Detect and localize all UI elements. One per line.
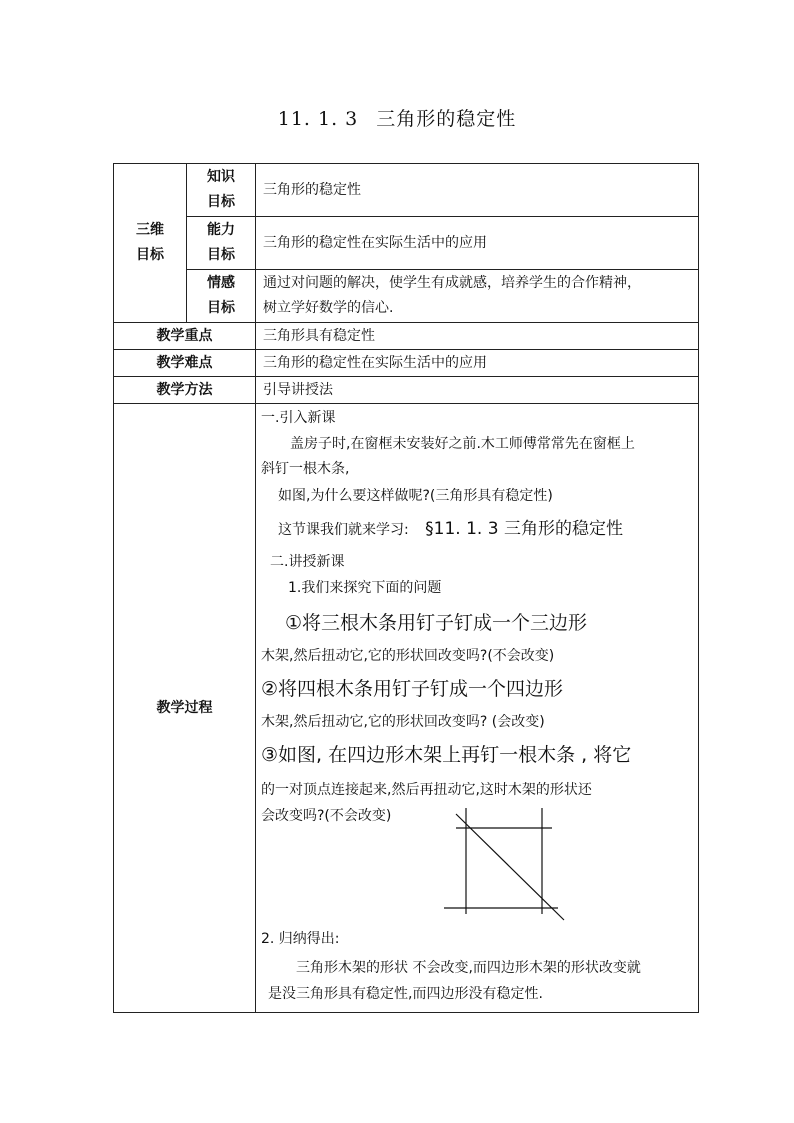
intro-paragraph-4: 这节课我们就来学习: §11. 1. 3 三角形的稳定性 — [278, 519, 623, 539]
item-3-line-1: ③如图, 在四边形木架上再钉一根木条 , 将它 — [261, 744, 632, 766]
intro-paragraph-1: 盖房子时,在窗框未安装好之前.木工师傅常常先在窗框上 — [290, 436, 635, 452]
section-lecture-heading: 二.讲授新课 — [270, 554, 345, 570]
intro-paragraph-2: 斜钉一根木条, — [261, 461, 350, 477]
emotion-goal-row — [114, 270, 699, 323]
difficulty-row — [114, 350, 699, 377]
item-3-line-2: 的一对顶点连接起来,然后再扭动它,这时木架的形状还 — [261, 782, 592, 798]
wooden-frame-figure — [444, 808, 572, 923]
emotion-goal-label: 情感 目标 — [187, 270, 256, 323]
item-2-line-1: ②将四根木条用钉子钉成一个四边形 — [261, 678, 564, 700]
lesson-plan-table — [113, 163, 699, 1013]
process-content — [256, 404, 699, 1013]
intro-paragraph-3: 如图,为什么要这样做呢?(三角形具有稳定性) — [278, 488, 553, 504]
ability-goal-content: 三角形的稳定性在实际生活中的应用 — [256, 217, 699, 270]
summary-line-1: 三角形木架的形状 不会改变,而四边形木架的形状改变就 — [296, 960, 641, 976]
method-content: 引导讲授法 — [256, 377, 699, 404]
method-label: 教学方法 — [114, 377, 256, 404]
item-2-line-2: 木架,然后扭动它,它的形状回改变吗? (会改变) — [261, 714, 545, 730]
item-1-line-2: 木架,然后扭动它,它的形状回改变吗?(不会改变) — [261, 648, 555, 664]
difficulty-content: 三角形的稳定性在实际生活中的应用 — [256, 350, 699, 377]
knowledge-goal-content: 三角形的稳定性 — [256, 164, 699, 217]
summary-line-2: 是没三角形具有稳定性,而四边形没有稳定性. — [268, 986, 543, 1002]
process-row — [114, 404, 699, 1013]
key-point-label: 教学重点 — [114, 323, 256, 350]
key-point-content: 三角形具有稳定性 — [256, 323, 699, 350]
key-point-row — [114, 323, 699, 350]
item-3-line-3: 会改变吗?(不会改变) — [261, 808, 392, 824]
item-1-line-1: ①将三根木条用钉子钉成一个三边形 — [285, 612, 588, 634]
knowledge-goal-label: 知识 目标 — [187, 164, 256, 217]
title-text: 三角形的稳定性 — [376, 108, 517, 130]
page-title — [0, 104, 794, 131]
emotion-goal-content: 通过对问题的解决，使学生有成就感，培养学生的合作精神， 树立学好数学的信心. — [256, 270, 699, 323]
method-row — [114, 377, 699, 404]
section-summary-heading: 2. 归纳得出: — [261, 931, 340, 947]
frame-diagonal-bar — [456, 814, 564, 920]
difficulty-label: 教学难点 — [114, 350, 256, 377]
knowledge-goal-row — [114, 164, 699, 217]
section-number: 11. 1. 3 — [277, 108, 359, 130]
section-intro-heading: 一.引入新课 — [261, 410, 336, 426]
ability-goal-row — [114, 217, 699, 270]
ability-goal-label: 能力 目标 — [187, 217, 256, 270]
lecture-question: 1.我们来探究下面的问题 — [288, 580, 442, 596]
three-dim-goal-label: 三维 目标 — [114, 164, 187, 323]
process-label: 教学过程 — [114, 404, 256, 1013]
